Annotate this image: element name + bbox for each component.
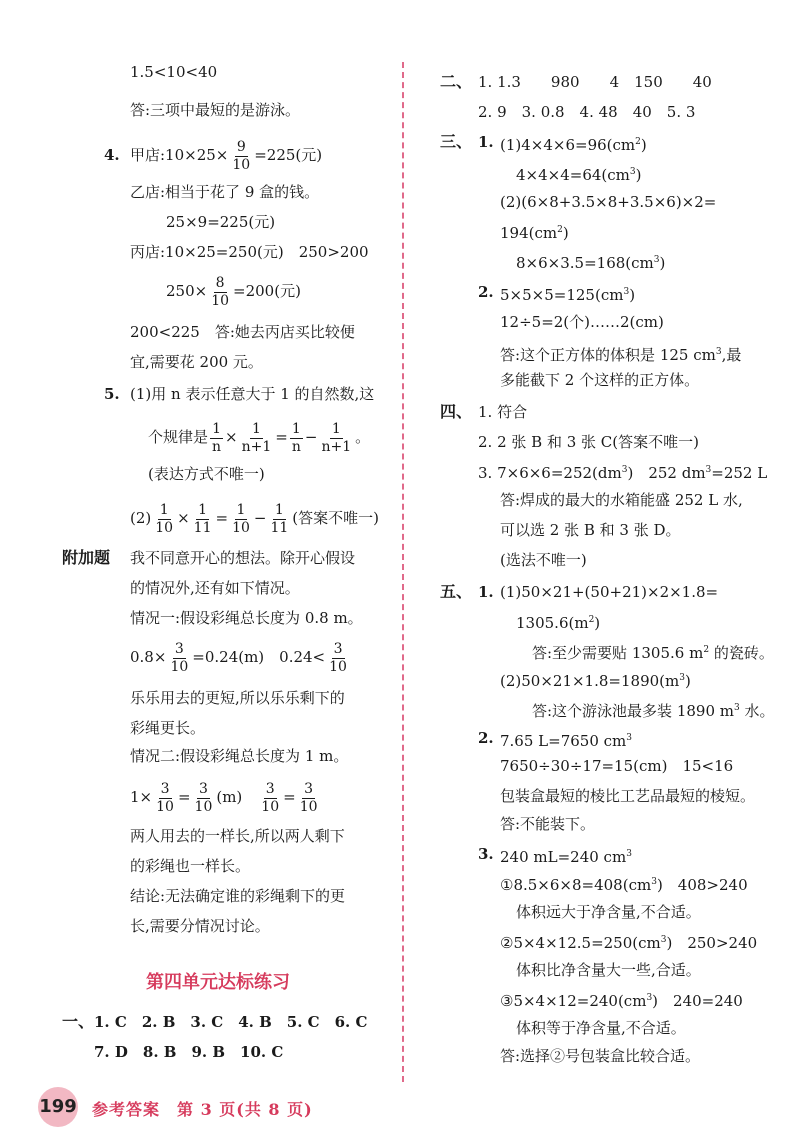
text-line: $8\times 6\times 3.5=168(cm^3)$ [516, 254, 666, 272]
answer-line: 2. 2 张 B 和 3 张 C(答案不唯一) [478, 433, 699, 451]
text-line: 两人用去的一样长,所以两人剩下 [130, 827, 345, 845]
formula-line: 250× $\frac{8}{10}$ =200(元) [166, 274, 301, 309]
answer-line: 1. C 2. B 3. C 4. B 5. C 6. C [94, 1013, 368, 1031]
text-line: 7650÷30÷17=15(cm) 15<16 [500, 757, 734, 775]
text-line: 7.65 L=7650 $cm^3$ [500, 732, 632, 750]
text-line: $①8.5\times 6\times 8=408(cm^3)$ 408>240 [500, 876, 748, 894]
formula-line: 0.8× $\frac{3}{10}$ =0.24(m) 0.24< $\frac{3}{10}$ [130, 640, 347, 675]
text-line: 的情况外,还有如下情况。 [130, 579, 300, 597]
text-line: (2)(6×8+3.5×8+3.5×6)×2= [500, 193, 717, 211]
section-label-3: 三、 [440, 132, 473, 151]
question-number: 2. [478, 283, 494, 301]
fraction: $\frac{1}{11}$ [193, 501, 212, 536]
text-line: 答:三项中最短的是游泳。 [130, 101, 301, 119]
text-line: 丙店:10×25=250(元) 250>200 [130, 243, 369, 261]
section-label-4: 四、 [440, 402, 473, 421]
text-line: 乙店:相当于花了 9 盒的钱。 [130, 183, 320, 201]
fraction: $\frac{3}{10}$ [261, 780, 280, 815]
section-label-bonus: 附加题 [62, 548, 111, 567]
text-line: 包装盒最短的棱比工艺品最短的棱短。 [500, 787, 756, 805]
text-line: 体积等于净含量,不合适。 [516, 1019, 686, 1037]
text-line: 答:这个游泳池最多装 1890 $m^3$ 水。 [532, 702, 775, 720]
text-line: 结论:无法确定谁的彩绳剩下的更 [130, 887, 346, 905]
text-line: 宜,需要花 200 元。 [130, 353, 263, 371]
formula-line: 甲店:10×25× $\frac{9}{10}$ =225(元) [130, 138, 323, 173]
text-line: 1.5<10<40 [130, 63, 218, 81]
fraction: $\frac{1}{11}$ [270, 501, 289, 536]
column-divider [402, 62, 404, 1082]
text-line: $(2)50\times 21\times 1.8=1890(m^3)$ [500, 672, 691, 690]
fraction: $\frac{1}{10}$ [232, 501, 250, 536]
text-line: 长,需要分情况讨论。 [130, 917, 270, 935]
fraction: $\frac{3}{10}$ [329, 640, 347, 675]
text-line: 答:选择②号包装盒比较合适。 [500, 1047, 701, 1065]
section-label-2: 二、 [440, 72, 473, 91]
answer-line: 3. $7\times 6\times 6=252(dm^3)$ 252 $dm^3=252$ L [478, 464, 768, 482]
question-number: 5. [104, 385, 120, 403]
text-line: 的彩绳也一样长。 [130, 857, 251, 875]
text-line: 200<225 答:她去丙店买比较便 [130, 323, 355, 341]
unit-title: 第四单元达标练习 [146, 972, 290, 993]
fraction: $\frac{8}{10}$ [211, 274, 230, 309]
question-number: 2. [478, 729, 494, 747]
page-footer [38, 1087, 328, 1127]
text-line: 答:至少需要贴 1305.6 $m^2$ 的瓷砖。 [532, 644, 774, 662]
question-number: 1. [478, 133, 494, 151]
text-line: $②5\times 4\times 12.5=250(cm^3)$ 250>240 [500, 934, 758, 952]
text-line: (1)用 n 表示任意大于 1 的自然数,这 [130, 385, 375, 403]
text-line: $194(cm^2)$ [500, 224, 569, 242]
text-line: (选法不唯一) [500, 551, 587, 569]
text-line: (1)50×21+(50+21)×2×1.8= [500, 583, 719, 601]
formula-line: 个规律是 $\frac{1}{n}$ × $\frac{1}{n+1}$ = $\frac{1}{n}$ − $\frac{1}{n+1}$ 。 [148, 420, 371, 455]
text-line: 12÷5=2(个)……2(cm) [500, 313, 664, 331]
text-line: 可以选 2 张 B 和 3 张 D。 [500, 521, 681, 539]
answer-line: 1. 1.3 980 4 150 40 [478, 73, 712, 91]
fraction: $\frac{3}{10}$ [170, 640, 189, 675]
text-line: 答:焊成的最大的水箱能盛 252 L 水, [500, 491, 743, 509]
fraction: $\frac{1}{n+1}$ [241, 420, 272, 455]
text-line: 240 mL=240 $cm^3$ [500, 848, 632, 866]
text-line: 我不同意开心的想法。除开心假设 [130, 549, 356, 567]
fraction: $\frac{1}{n+1}$ [321, 420, 352, 455]
page-number: 199 [38, 1087, 78, 1127]
fraction: $\frac{3}{10}$ [156, 780, 174, 815]
answer-line: 7. D 8. B 9. B 10. C [94, 1043, 284, 1061]
text-line: 情况一:假设彩绳总长度为 0.8 m。 [130, 609, 363, 627]
text-line: 多能截下 2 个这样的正方体。 [500, 371, 700, 389]
fraction: $\frac{3}{10}$ [194, 780, 213, 815]
fraction: $\frac{1}{10}$ [155, 501, 174, 536]
fraction: $\frac{9}{10}$ [232, 138, 251, 173]
footer-caption: 参考答案 第 3 页(共 8 页) [92, 1100, 313, 1119]
text-line: $1305.6(m^2)$ [516, 614, 601, 632]
text-line: $4\times 4\times 4=64(cm^3)$ [516, 166, 642, 184]
fraction: $\frac{1}{n}$ [291, 420, 301, 455]
text-line: 情况二:假设彩绳总长度为 1 m。 [130, 747, 349, 765]
text-line: 25×9=225(元) [166, 213, 276, 231]
fraction: $\frac{3}{10}$ [299, 780, 318, 815]
answer-line: 1. 符合 [478, 403, 528, 421]
question-number: 4. [104, 146, 120, 164]
text-line: (表达方式不唯一) [148, 465, 265, 483]
answer-line: 2. 9 3. 0.8 4. 48 40 5. 3 [478, 103, 696, 121]
question-number: 3. [478, 845, 494, 863]
text-line: $(1)4\times 4\times 6=96(cm^2)$ [500, 136, 647, 154]
text-line: 乐乐用去的更短,所以乐乐剩下的 [130, 689, 345, 707]
text-line: 答:不能装下。 [500, 815, 596, 833]
formula-line: (2) $\frac{1}{10}$ × $\frac{1}{11}$ = $\frac{1}{10}$ − $\frac{1}{11}$ (答案不唯一) [130, 501, 380, 536]
question-number: 1. [478, 583, 494, 601]
section-label-1: 一、 [62, 1012, 95, 1031]
formula-line: 1× $\frac{3}{10}$ = $\frac{3}{10}$ (m) $\frac{3}{10}$ = $\frac{3}{10}$ [130, 780, 318, 815]
text-line: 答:这个正方体的体积是 125 $cm^3$,最 [500, 346, 742, 364]
text-line: $③5\times 4\times 12=240(cm^3)$ 240=240 [500, 992, 743, 1010]
text-line: 体积远大于净含量,不合适。 [516, 903, 701, 921]
fraction: $\frac{1}{n}$ [212, 420, 222, 455]
text-line: $5\times 5\times 5=125(cm^3)$ [500, 286, 636, 304]
text-line: 体积比净含量大一些,合适。 [516, 961, 701, 979]
text-line: 彩绳更长。 [130, 719, 206, 737]
section-label-5: 五、 [440, 582, 473, 601]
